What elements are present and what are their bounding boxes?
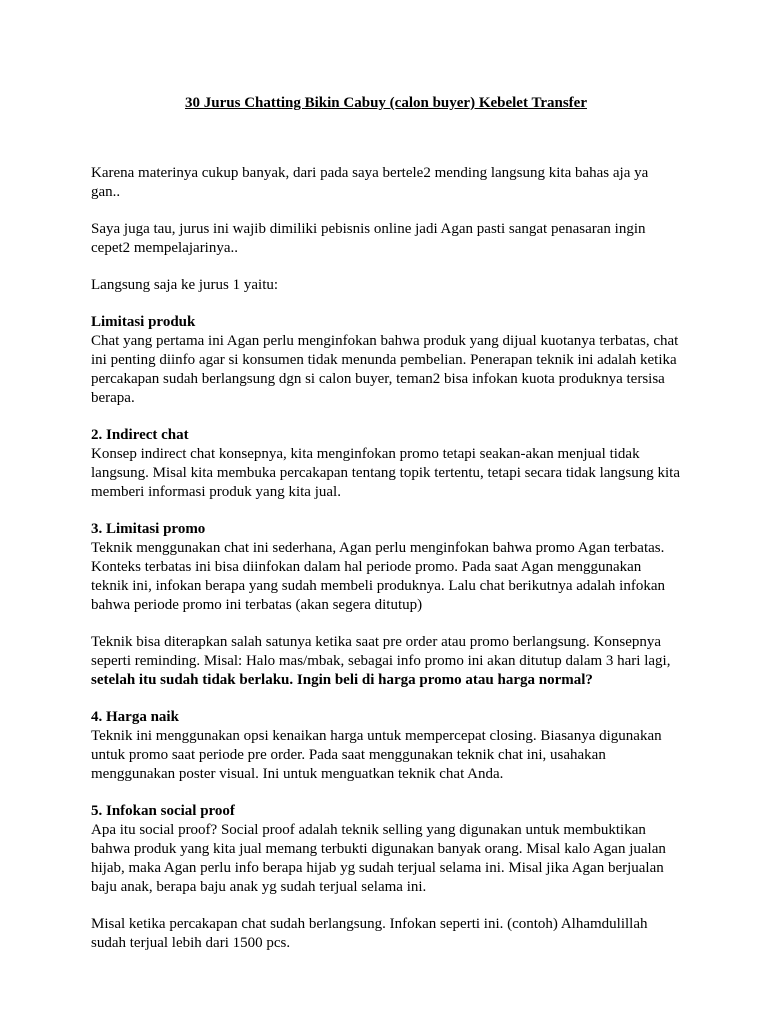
section-social-proof bbox=[91, 802, 681, 897]
section-body: Teknik ini menggunakan opsi kenaikan harga untuk mempercepat closing. Biasanya digunakan untuk promo saat periode pre order. Pada saat menggunakan teknik chat ini, usahakan menggunakan poster visual. Ini untuk menguatkan teknik chat Anda. bbox=[91, 728, 662, 782]
example-bold-text: setelah itu sudah tidak berlaku. Ingin beli di harga promo atau harga normal? bbox=[91, 672, 593, 688]
section-harga-naik bbox=[91, 708, 681, 784]
social-proof-example-paragraph: Misal ketika percakapan chat sudah berlangsung. Infokan seperti ini. (contoh) Alhamdulillah sudah terjual lebih dari 1500 pcs. bbox=[91, 916, 648, 951]
intro-paragraph-3: Langsung saja ke jurus 1 yaitu: bbox=[91, 277, 279, 293]
section-indirect-chat bbox=[91, 426, 681, 502]
section-heading: Limitasi produk bbox=[91, 314, 196, 330]
intro-paragraph-2: Saya juga tau, jurus ini wajib dimiliki pebisnis online jadi Agan pasti sangat penasaran ingin cepet2 mempelajarinya.. bbox=[91, 221, 646, 256]
limitasi-promo-example-paragraph bbox=[91, 633, 681, 690]
section-heading: 5. Infokan social proof bbox=[91, 803, 235, 819]
section-body: Konsep indirect chat konsepnya, kita menginfokan promo tetapi seakan-akan menjual tidak langsung. Misal kita membuka percakapan tentang topik tertentu, tetapi secara tidak langsung kita memberi informasi produk yang kita jual. bbox=[91, 446, 680, 500]
section-limitasi-promo bbox=[91, 520, 681, 615]
section-body: Chat yang pertama ini Agan perlu menginfokan bahwa produk yang dijual kuotanya terbatas, chat ini penting diinfo agar si konsumen tidak menunda pembelian. Penerapan teknik ini adalah ketika percakapan sudah berlangsung dgn si calon buyer, teman2 bisa infokan kuota produknya tersisa berapa. bbox=[91, 333, 679, 406]
section-limitasi-produk bbox=[91, 313, 681, 408]
document-content bbox=[91, 94, 681, 971]
example-text: Teknik bisa diterapkan salah satunya ketika saat pre order atau promo berlangsung. Konsepnya seperti reminding. Misal: Halo mas/mbak, sebagai info promo ini akan ditutup dalam 3 hari lagi, bbox=[91, 634, 671, 669]
section-heading: 2. Indirect chat bbox=[91, 427, 189, 443]
section-body: Teknik menggunakan chat ini sederhana, Agan perlu menginfokan bahwa promo Agan terbatas. Konteks terbatas ini bisa diinfokan dalam hal periode promo. Pada saat Agan menggunakan teknik ini, infokan berapa yang sudah membeli produknya. Lalu chat berikutnya adalah infokan bahwa periode promo ini terbatas (akan segera ditutup) bbox=[91, 540, 665, 613]
section-heading: 4. Harga naik bbox=[91, 709, 179, 725]
section-body: Apa itu social proof? Social proof adalah teknik selling yang digunakan untuk membuktikan bahwa produk yang kita jual memang terbukti digunakan banyak orang. Misal kalo Agan jualan hijab, maka Agan perlu info berapa hijab yg sudah terjual selama ini. Misal jika Agan berjualan baju anak, berapa baju anak yg sudah terjual selama ini. bbox=[91, 822, 666, 895]
document-title: 30 Jurus Chatting Bikin Cabuy (calon buyer) Kebelet Transfer bbox=[185, 95, 587, 111]
section-heading: 3. Limitasi promo bbox=[91, 521, 206, 537]
intro-paragraph-1: Karena materinya cukup banyak, dari pada saya bertele2 mending langsung kita bahas aja ya gan.. bbox=[91, 165, 649, 200]
